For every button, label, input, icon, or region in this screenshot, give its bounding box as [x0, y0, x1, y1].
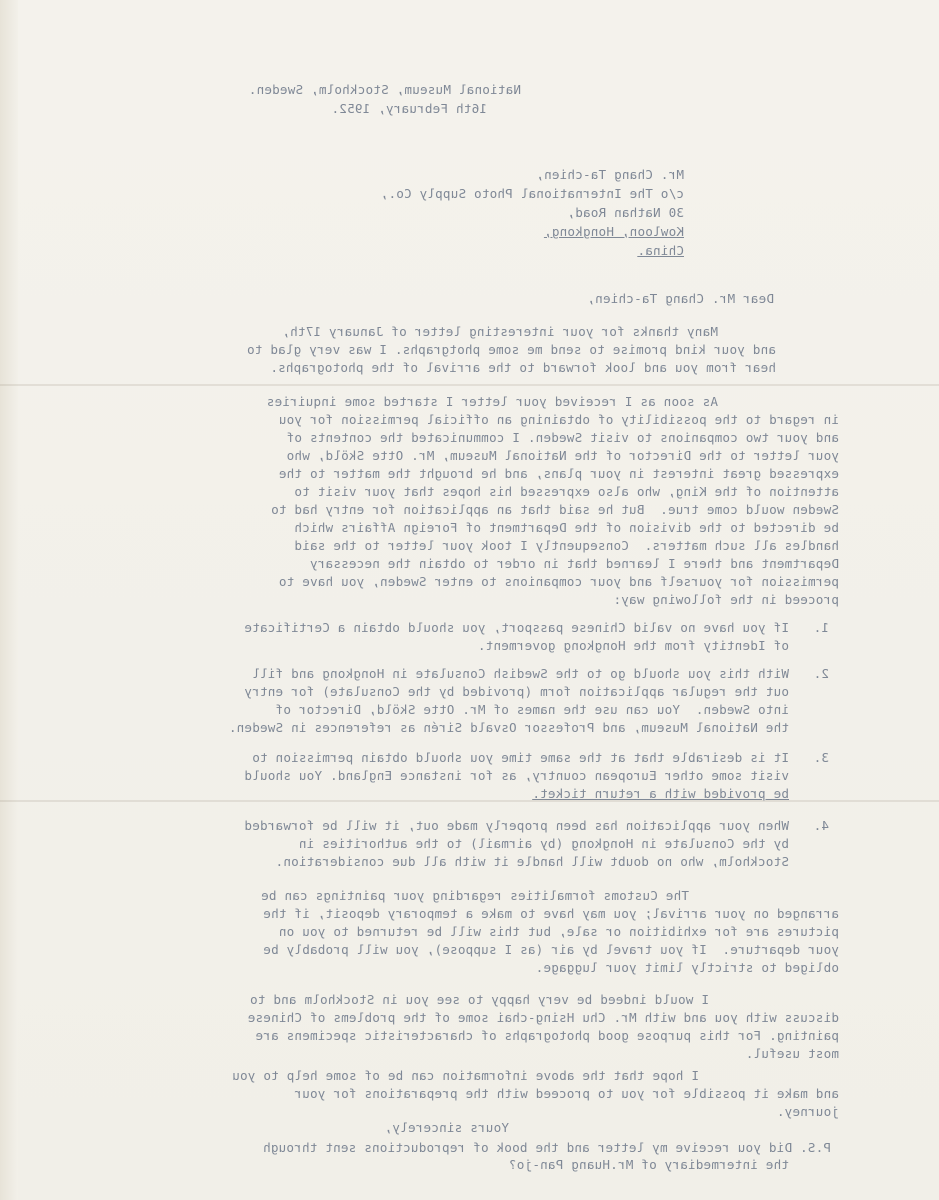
postscript-line: P.S. Did you receive my letter and the book of reproductions sent through: [262, 1140, 831, 1155]
paragraph-line: your letter to the Director of the National Museum, Mr. Otte Sköld, who: [286, 448, 839, 463]
list-number: 3.: [813, 750, 829, 765]
paragraph-line: proceed in the following way:: [613, 592, 839, 607]
paragraph-line: permission for yourself and your companions to enter Sweden, you have to: [278, 574, 839, 589]
letter-date: 16th February, 1952.: [331, 101, 487, 116]
paragraph-line: As soon as I received your letter I started some inquiries: [266, 394, 718, 409]
paragraph-line: obliged to strictly limit your luggage.: [535, 960, 839, 975]
address-line: Kowloon, Hongkong,: [543, 224, 684, 239]
paragraph-line: pictures are for exhibition or sale, but this will be returned to you on: [278, 924, 839, 939]
paragraph-line: handles all such matters. Consequently I took your letter to the said: [294, 538, 839, 553]
paragraph-line: discuss with you and with Mr. Chu Hsing-chai some of the problems of Chinese: [247, 1010, 839, 1025]
paragraph-line: attention of the King, who also expressed his hopes that your visit to: [294, 484, 839, 499]
list-number: 1.: [813, 620, 829, 635]
paragraph-line: most useful.: [745, 1046, 839, 1061]
paragraph-line: and your two companions to visit Sweden. I communicated the contents of: [286, 430, 839, 445]
paragraph-line: hear from you and look forward to the arrival of the photographs.: [270, 360, 776, 375]
paragraph-line: Many thanks for your interesting letter of January 17th,: [282, 324, 718, 339]
address-line: 30 Nathan Road,: [567, 205, 684, 220]
paragraph-line: Sweden would come true. But he said that an application for entry had to: [270, 502, 839, 517]
list-number: 4.: [813, 818, 829, 833]
paragraph-line: I hope that the above information can be of some help to you: [232, 1068, 699, 1083]
list-item-line: of Identity from the Hongkong goverment.: [477, 638, 789, 653]
paragraph-line: your departure. If you travel by air (as I suppose), you will probably be: [263, 942, 839, 957]
paragraph-line: and make it possible for you to proceed with the preparations for your: [294, 1086, 839, 1101]
paragraph-line: I would indeed be very happy to see you in Stockholm and to: [249, 992, 709, 1007]
paragraph-line: expressed great interest in your plans, and he brought the matter to the: [278, 466, 839, 481]
list-item-line: With this you should go to the Swedish Consulate in Hongkong and fill: [252, 666, 789, 681]
paragraph-line: painting. For this purpose good photographs of characteristic specimens are: [255, 1028, 839, 1043]
list-item-line: It is desirable that at the same time you should obtain permission to: [252, 750, 789, 765]
list-item-line: If you have no valid Chinese passport, you should obtain a Certificate: [244, 620, 789, 635]
closing: Yours sincerely,: [384, 1120, 509, 1135]
list-item-line: Stockholm, who no doubt will handle it with all due consideration.: [275, 854, 789, 869]
list-item-line: visit some other European country, as for instance England. You should: [244, 768, 789, 783]
list-number: 2.: [813, 666, 829, 681]
postscript-line: the intermediary of Mr.Huang Pan-jo?: [508, 1157, 789, 1172]
letter-place: National Museum, Stockholm, Sweden.: [248, 82, 521, 97]
list-item-line: be provided with a return ticket.: [532, 786, 789, 801]
salutation: Dear Mr. Chang Ta-chien,: [587, 291, 774, 306]
paragraph-line: in regard to the possibility of obtaining an official permission for you: [278, 412, 839, 427]
address-line: c/o The International Photo Supply Co.,: [380, 186, 684, 201]
paragraph-line: be directed to the division of the Department of Foreign Affairs which: [294, 520, 839, 535]
paragraph-line: The Customs formalities regarding your paintings can be: [260, 888, 689, 903]
list-item-line: the National Museum, and Professor Osvald Sirén as references in Sweden.: [228, 720, 789, 735]
address-line: Mr. Chang Ta-chien,: [536, 167, 684, 182]
paragraph-line: arranged on your arrival; you may have to make a temporary deposit, if the: [263, 906, 839, 921]
paragraph-line: journey.: [776, 1104, 839, 1119]
paragraph-line: and your kind promise to send me some photgraphs. I was very glad to: [246, 342, 776, 357]
list-item-line: When your application has been properly made out, it will be forwarded: [244, 818, 789, 833]
address-line: China.: [637, 243, 684, 258]
paragraph-line: Department and there I learned that in order to obtain the necessary: [309, 556, 839, 571]
list-item-line: into Sweden. You can use the names of Mr. Otte Sköld, Director of: [275, 702, 789, 717]
list-item-line: out the regular application form (provided by the Consulate) for entry: [244, 684, 789, 699]
list-item-line: by the Consulate in Hongkong (by airmail) to the authorities in: [298, 836, 789, 851]
